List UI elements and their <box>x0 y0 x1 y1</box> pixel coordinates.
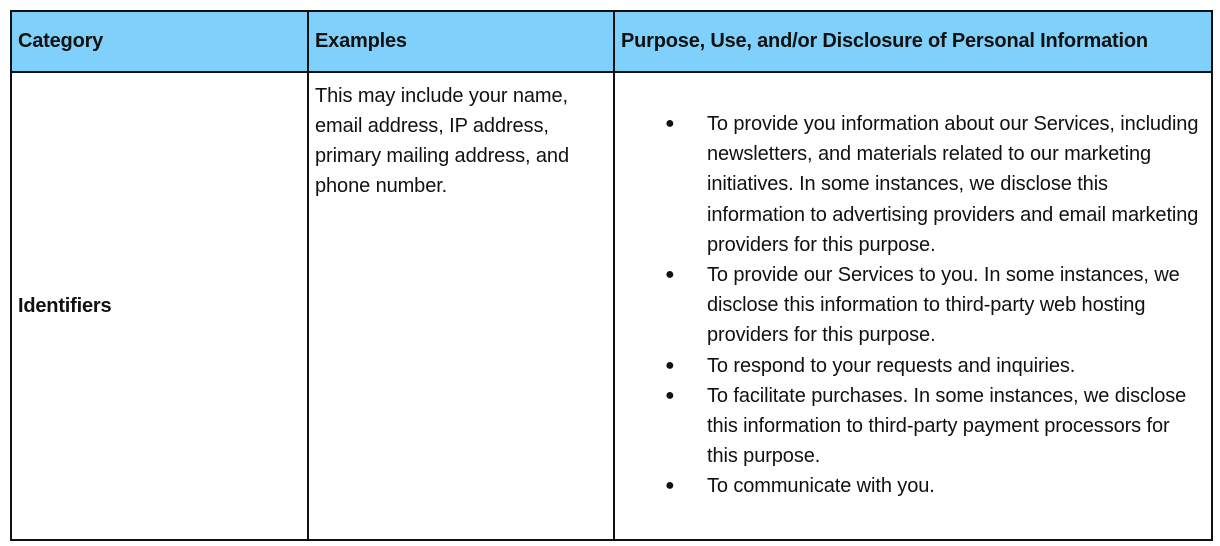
header-category: Category <box>11 11 308 72</box>
purpose-text: To provide our Services to you. In some instances, we disclose this information to third-party web hosting providers for this purpose. <box>707 264 1180 347</box>
purpose-cell <box>614 72 1212 540</box>
purpose-text: To communicate with you. <box>707 475 935 498</box>
header-examples: Examples <box>308 11 614 72</box>
purpose-list-item <box>615 471 1205 501</box>
header-purpose: Purpose, Use, and/or Disclosure of Personal Information <box>614 11 1212 72</box>
purpose-list-item <box>615 351 1205 381</box>
category-cell: Identifiers <box>11 72 308 540</box>
table-header-row <box>11 11 1212 72</box>
table-header <box>11 11 1212 72</box>
bullet-icon: ● <box>665 115 675 132</box>
purpose-text: To facilitate purchases. In some instances, we disclose this information to third-party payment processors for this purpose. <box>707 384 1187 468</box>
table-body <box>11 72 1212 540</box>
purpose-list-item <box>615 109 1205 260</box>
purpose-list-item <box>615 260 1205 351</box>
purpose-text: To provide you information about our Services, including newsletters, and materials related to our marketing initiatives. In some instances, we disclose this information to advertising providers and email marketing providers for this purpose. <box>707 113 1199 256</box>
personal-information-table-frame <box>10 10 1210 546</box>
purpose-text: To respond to your requests and inquiries. <box>707 354 1076 377</box>
purpose-list <box>615 109 1205 502</box>
bullet-icon: ● <box>665 477 675 495</box>
bullet-icon: ● <box>665 386 675 404</box>
bullet-icon: ● <box>665 356 675 374</box>
examples-cell: This may include your name, email address, IP address, primary mailing address, and phone number. <box>308 72 614 540</box>
personal-information-table <box>10 10 1213 541</box>
bullet-icon: ● <box>665 266 675 284</box>
purpose-list-item <box>615 381 1205 472</box>
table-row <box>11 72 1212 540</box>
